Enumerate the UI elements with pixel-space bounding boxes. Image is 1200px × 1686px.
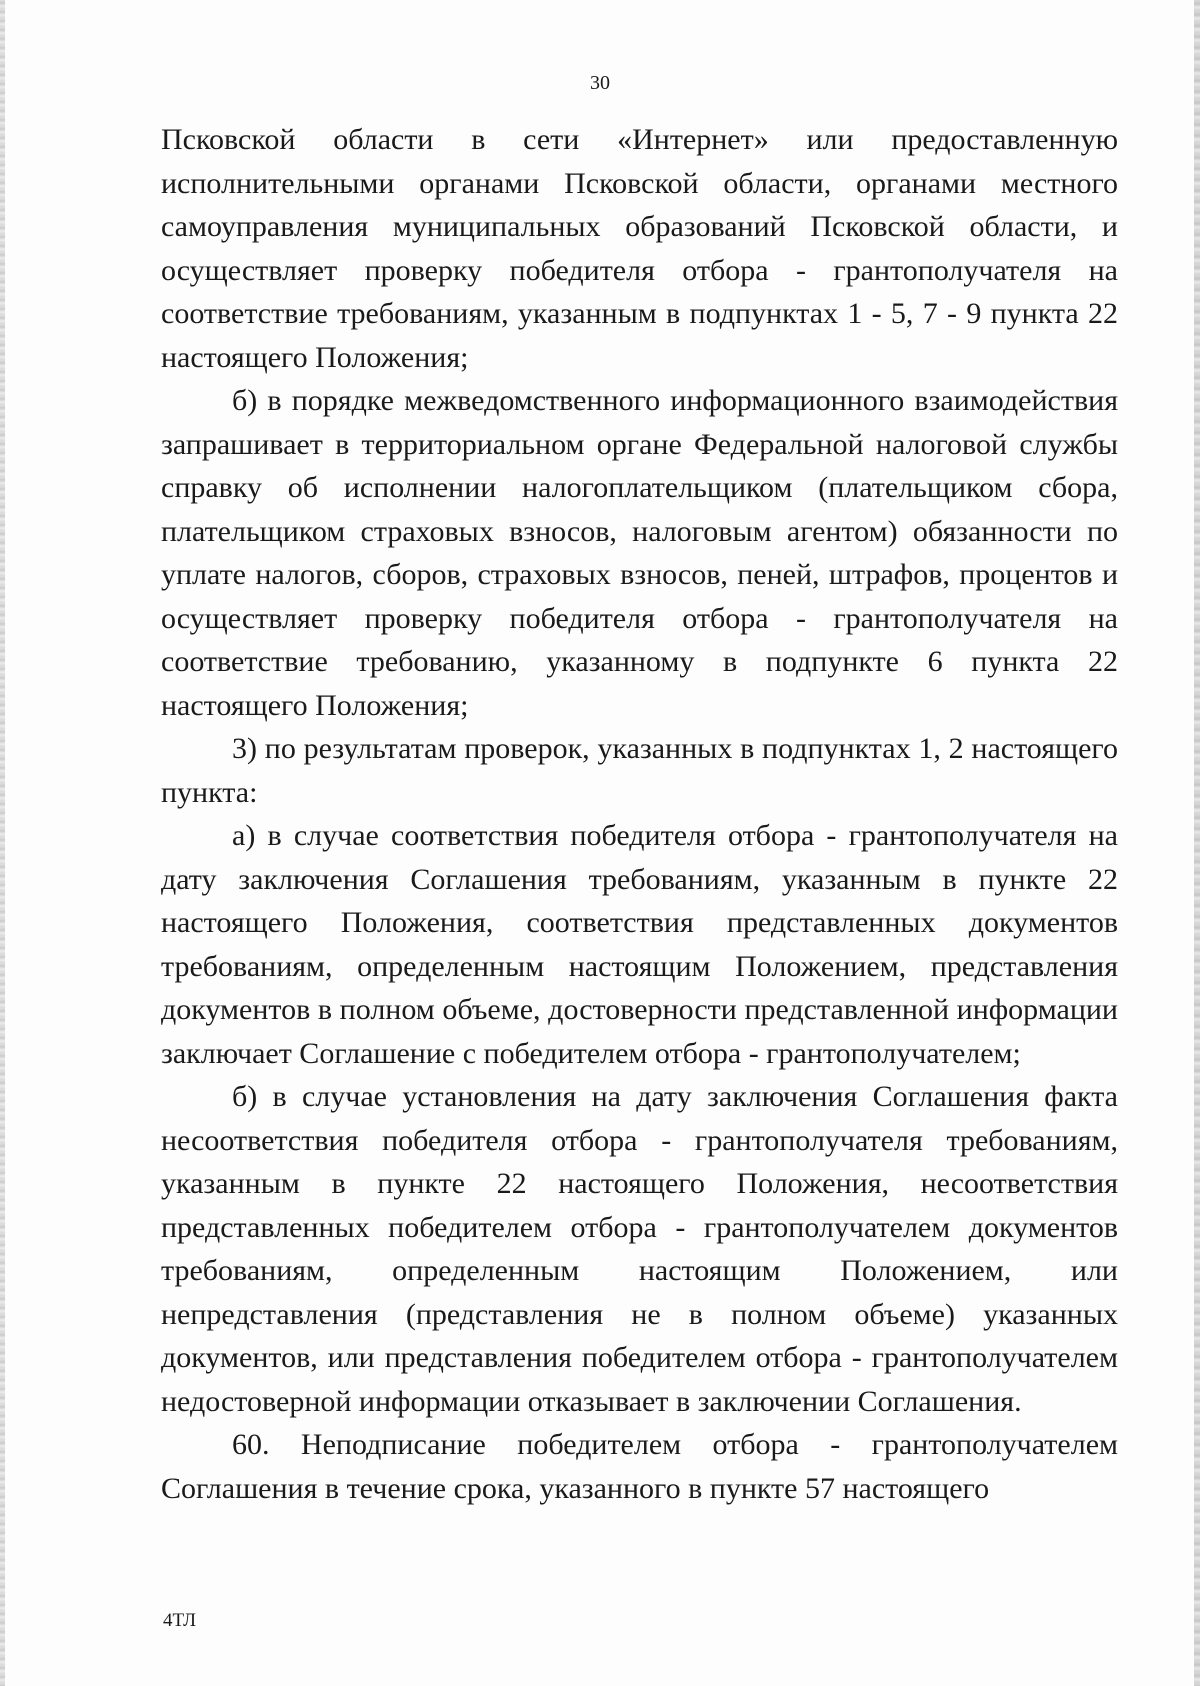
paragraph-subitem-a-conclude: а) в случае соответствия победителя отбора - грантополучателя на дату заключения Соглашения требованиям, указанным в пункте 22 настоящего Положения, соответствия представленных документов требованиям, определенным настоящим Положением, представления документов в полном объеме, достоверности представленной информации заключает Соглашение с победителем отбора - грантополучателем; <box>161 819 1118 1070</box>
paragraph-subitem-b-refuse: б) в случае установления на дату заключения Соглашения факта несоответствия победителя отбора - грантополучателя требованиям, указанным в пункте 22 настоящего Положения, несоответствия представленных победителем отбора - грантополучателем документов требованиям, определенным настоящим Положением, или непредставления (представления не в полном объеме) указанных документов, или представления победителем отбора - грантополучателем недостоверной информации отказывает в заключении Соглашения. <box>161 1080 1118 1418</box>
page-number: 30 <box>590 72 610 94</box>
paragraph-continuation: Псковской области в сети «Интернет» или предоставленную исполнительными органами Псковской области, органами местного самоуправления муниципальных образований Псковской области, и осуществляет проверку победителя отбора - грантополучателя на соответствие требованиям, указанным в подпунктах 1 - 5, 7 - 9 пункта 22 настоящего Положения; <box>161 123 1118 374</box>
paragraph-item-60: 60. Неподписание победителем отбора - грантополучателем Соглашения в течение срока, указанного в пункте 57 настоящего <box>161 1428 1118 1505</box>
body-text <box>161 118 1118 1510</box>
paragraph-item-3: 3) по результатам проверок, указанных в подпунктах 1, 2 настоящего пункта: <box>161 732 1118 809</box>
footer-code: 4ТЛ <box>163 1610 197 1631</box>
paragraph-subitem-b-request: б) в порядке межведомственного информационного взаимодействия запрашивает в территориальном органе Федеральной налоговой службы справку об исполнении налогоплательщиком (плательщиком сбора, плательщиком страховых взносов, налоговым агентом) обязанности по уплате налогов, сборов, страховых взносов, пеней, штрафов, процентов и осуществляет проверку победителя отбора - грантополучателя на соответствие требованию, указанному в подпункте 6 пункта 22 настоящего Положения; <box>161 384 1118 722</box>
scan-edge-left <box>0 0 5 1686</box>
scan-edge-right <box>1194 0 1200 1686</box>
